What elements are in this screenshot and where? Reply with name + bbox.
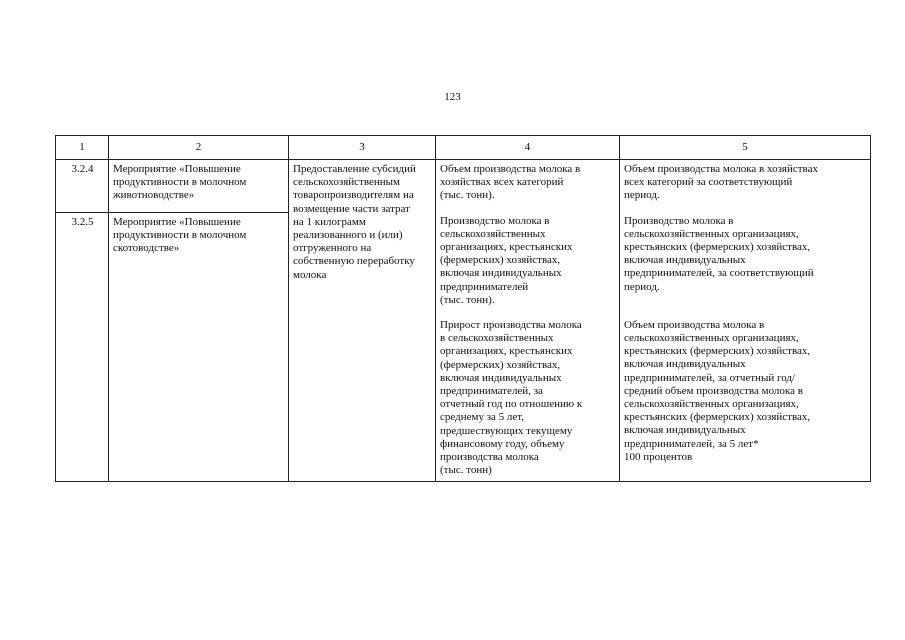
indicator-line: производства молока (440, 451, 539, 464)
subsidy-line: возмещение части затрат (293, 202, 410, 215)
event-name-line: животноводстве» (113, 189, 195, 202)
measures-table (55, 135, 871, 482)
formula-line: предпринимателей, за 5 лет* (624, 437, 759, 450)
formula-line: предпринимателей, за отчетный год/ (624, 371, 796, 384)
formula-line: крестьянских (фермерских) хозяйствах, (624, 411, 811, 424)
indicator-line: Производство молока в (440, 214, 550, 227)
subsidy-line: молока (293, 268, 327, 281)
formula-block (624, 163, 867, 203)
subsidy-line: Предоставление субсидий (293, 163, 416, 175)
subsidy-line: реализованного и (или) (293, 229, 403, 242)
formula-cell (620, 160, 871, 482)
formula-line: Объем производства молока в хозяйствах (624, 163, 818, 175)
formula-block (624, 319, 867, 464)
event-name-line: скотоводстве» (113, 242, 180, 255)
indicator-line: включая индивидуальных (440, 267, 562, 280)
indicator-line: среднему за 5 лет, (440, 411, 525, 424)
formula-line: Объем производства молока в (624, 318, 765, 331)
header-cell-3: 3 (289, 136, 436, 160)
event-name-line: Мероприятие «Повышение (113, 163, 241, 175)
formula-line: Производство молока в (624, 214, 734, 227)
table-row (56, 160, 871, 213)
formula-line: включая индивидуальных (624, 254, 746, 267)
event-name-line: продуктивности в молочном (113, 229, 247, 242)
event-name-line: Мероприятие «Повышение (113, 216, 241, 228)
row-number: 3.2.4 (56, 160, 109, 213)
header-cell-1: 1 (56, 136, 109, 160)
indicator-line: (тыс. тонн). (440, 293, 495, 306)
formula-line: сельскохозяйственных организациях, (624, 398, 799, 411)
formula-line: средний объем производства молока в (624, 384, 803, 397)
formula-line: период. (624, 280, 660, 293)
indicator-line: предпринимателей, за (440, 385, 543, 398)
indicator-line: финансовому году, объему (440, 437, 565, 450)
formula-line: крестьянских (фермерских) хозяйствах, (624, 241, 811, 254)
formula-line: сельскохозяйственных организациях, (624, 227, 799, 240)
indicator-line: организациях, крестьянских (440, 241, 573, 254)
formula-line: предпринимателей, за соответствующий (624, 267, 814, 280)
formula-line: включая индивидуальных (624, 358, 746, 371)
formula-line: сельскохозяйственных организациях, (624, 332, 799, 345)
indicator-line: в сельскохозяйственных (440, 332, 554, 345)
indicator-line: хозяйствах всех категорий (440, 176, 564, 189)
indicator-block (440, 215, 616, 307)
formula-line: период. (624, 189, 660, 202)
table-header-row (56, 136, 871, 160)
subsidy-line: отгруженного на (293, 242, 372, 255)
indicator-block (440, 319, 616, 477)
subsidy-description-cell (289, 160, 436, 482)
event-name-cell (109, 160, 289, 213)
indicator-line: отчетный год по отношению к (440, 398, 583, 411)
indicator-line: Объем производства молока в (440, 163, 581, 175)
header-cell-2: 2 (109, 136, 289, 160)
indicator-line: организациях, крестьянских (440, 345, 573, 358)
indicator-line: (фермерских) хозяйствах, (440, 358, 561, 371)
event-name-cell (109, 213, 289, 482)
formula-line: крестьянских (фермерских) хозяйствах, (624, 345, 811, 358)
header-cell-4: 4 (436, 136, 620, 160)
indicator-line: (фермерских) хозяйствах, (440, 254, 561, 267)
indicator-block (440, 163, 616, 203)
page-number: 123 (444, 91, 461, 103)
subsidy-line: товаропроизводителям на (293, 189, 414, 202)
indicator-line: Прирост производства молока (440, 319, 582, 332)
indicator-line: (тыс. тонн). (440, 189, 495, 202)
formula-line: включая индивидуальных (624, 424, 746, 437)
header-cell-5: 5 (620, 136, 871, 160)
indicator-line: (тыс. тонн) (440, 464, 492, 477)
event-name-line: продуктивности в молочном (113, 176, 247, 189)
indicators-cell (436, 160, 620, 482)
formula-block (624, 215, 867, 307)
formula-line: всех категорий за соответствующий (624, 176, 793, 189)
row-number: 3.2.5 (56, 213, 109, 482)
indicator-line: предпринимателей (440, 280, 529, 293)
subsidy-line: на 1 килограмм (293, 215, 366, 228)
subsidy-line: собственную переработку (293, 255, 415, 268)
indicator-line: предшествующих текущему (440, 424, 573, 437)
indicator-line: сельскохозяйственных (440, 227, 546, 240)
indicator-line: включая индивидуальных (440, 371, 562, 384)
subsidy-line: сельскохозяйственным (293, 176, 400, 189)
formula-line: 100 процентов (624, 450, 693, 463)
